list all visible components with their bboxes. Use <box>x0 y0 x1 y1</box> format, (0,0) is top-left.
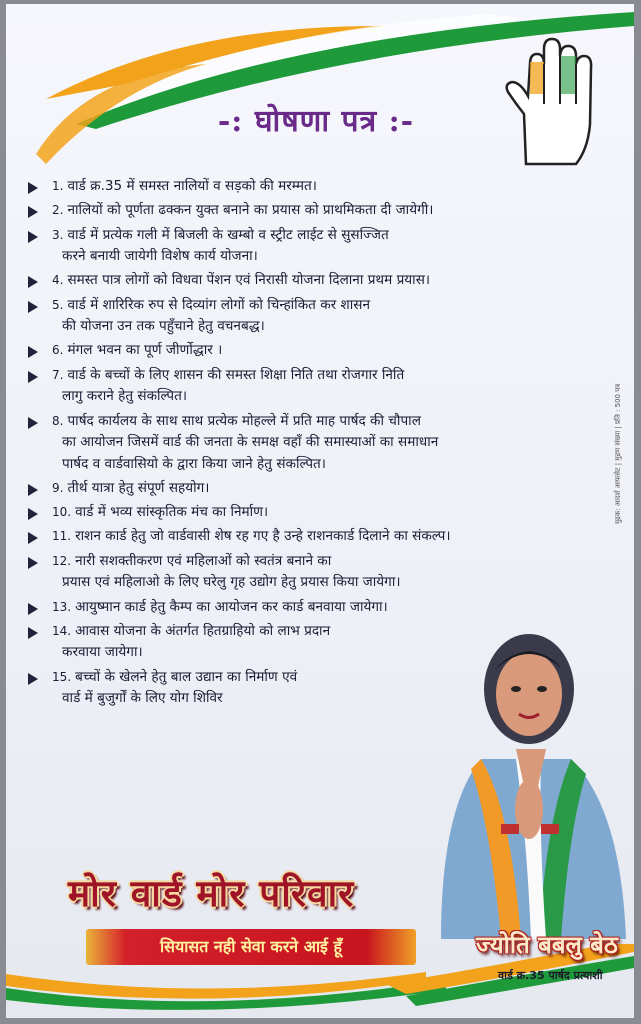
candidate-name: ज्योति बबलु बेठ <box>476 930 618 959</box>
arrow-bullet-icon <box>28 484 38 496</box>
item-number: 5. <box>52 297 64 312</box>
arrow-bullet-icon <box>28 673 38 685</box>
item-text: करवाया जायेगा। <box>62 644 143 661</box>
arrow-bullet-icon <box>28 532 38 544</box>
item-number: 14. <box>52 623 72 638</box>
item-text: लागु कराने हेतु संकल्पित। <box>62 388 187 405</box>
item-text: की योजना उन तक पहुँचाने हेतु वचनबद्ध। <box>62 318 265 335</box>
arrow-bullet-icon <box>28 206 38 218</box>
item-text: वार्ड के बच्चों के लिए शासन की समस्त शिक्षा निति तथा रोजगार निति <box>67 366 405 383</box>
arrow-bullet-icon <box>28 231 38 243</box>
list-item <box>24 365 584 408</box>
item-number: 10. <box>52 505 72 520</box>
arrow-bullet-icon <box>28 182 38 194</box>
tagline-banner <box>86 929 416 965</box>
item-text: वार्ड में बुजुर्गों के लिए योग शिविर <box>62 690 223 707</box>
arrow-bullet-icon <box>28 417 38 429</box>
list-item <box>24 551 584 594</box>
item-text: आवास योजना के अंतर्गत हितग्राहियो को लाभ प्रदान <box>75 622 331 639</box>
arrow-bullet-icon <box>28 346 38 358</box>
candidate-subtitle: वार्ड क्र.35 पार्षद प्रत्याशी <box>498 969 603 982</box>
item-text: मंगल भवन का पूर्ण जीर्णोद्धार । <box>67 342 223 359</box>
list-item <box>24 478 584 500</box>
item-number: 11. <box>52 529 72 544</box>
item-text: नारी सशक्तीकरण एवं महिलाओं को स्वतंत्र बनाने का <box>75 552 332 569</box>
list-item <box>24 200 584 222</box>
slogan: मोर वार्ड मोर परिवार <box>68 871 355 915</box>
item-number: 1. <box>52 179 64 193</box>
item-number: 3. <box>52 227 64 242</box>
item-number: 6. <box>52 343 64 358</box>
item-number: 9. <box>52 480 64 495</box>
arrow-bullet-icon <box>28 627 38 639</box>
item-text: समस्त पात्र लोगों को विधवा पेंशन एवं निरासी योजना दिलाना प्रथम प्रयास। <box>67 272 431 289</box>
item-number: 8. <box>52 413 64 428</box>
arrow-bullet-icon <box>28 603 38 615</box>
list-item <box>24 270 584 292</box>
item-text: पार्षद कार्यलय के साथ साथ प्रत्येक मोहल्ले में प्रति माह पार्षद की चौपाल <box>67 412 421 429</box>
candidate-photo <box>421 609 634 939</box>
list-item <box>24 340 584 362</box>
item-text: प्रयास एवं महिलाओ के लिए घरेलु गृह उद्योग हेतु प्रयास किया जायेगा। <box>62 574 401 591</box>
list-item <box>24 225 584 268</box>
item-number: 12. <box>52 553 72 568</box>
list-item <box>24 411 584 476</box>
manifesto-sheet <box>6 4 634 1018</box>
page-title: -: घोषणा पत्र :- <box>217 104 415 139</box>
item-text: करने बनायी जायेगी विशेष कार्य योजना। <box>62 248 258 265</box>
arrow-bullet-icon <box>28 557 38 569</box>
item-text: पार्षद व वार्डवासियो के द्वारा किया जाने हेतु संकल्पित। <box>62 455 326 472</box>
tagline-text: सियासत नही सेवा करने आई हूँ <box>160 937 342 956</box>
item-text: वार्ड क्र.35 में समस्त नालियों व सड़को की मरम्मत। <box>67 178 317 194</box>
item-number: 7. <box>52 367 64 382</box>
item-text: का आयोजन जिसमें वार्ड की जनता के समक्ष वहाँ की समास्याओं का समाधान <box>62 434 439 451</box>
list-item <box>24 295 584 338</box>
list-item <box>24 176 584 198</box>
item-text: आयुष्मान कार्ड हेतु कैम्प का आयोजन कर कार्ड बनवाया जायेगा। <box>75 598 388 615</box>
item-number: 15. <box>52 669 72 684</box>
list-item <box>24 502 584 524</box>
arrow-bullet-icon <box>28 301 38 313</box>
item-text: वार्ड में प्रत्येक गली में बिजली के खम्बो व स्ट्रीट लाईट से सुसज्जित <box>67 226 389 243</box>
item-text: तीर्थ यात्रा हेतु संपूर्ण सहयोग। <box>67 479 210 496</box>
printer-note: मुद्रक: आदर्श आफसेट | मुद्रण संख्या | प्रति : 500 पत्र <box>614 383 622 524</box>
item-text: वार्ड में शारिरिक रुप से दिव्यांग लोगों को चिन्हांकित कर शासन <box>67 296 371 313</box>
arrow-bullet-icon <box>28 276 38 288</box>
hand-symbol-icon <box>496 34 616 174</box>
item-number: 2. <box>52 203 64 218</box>
item-text: बच्चों के खेलने हेतु बाल उद्यान का निर्माण एवं <box>75 668 298 685</box>
list-item <box>24 526 584 548</box>
item-number: 13. <box>52 599 72 614</box>
item-text: वार्ड में भव्य सांस्कृतिक मंच का निर्माण। <box>75 504 269 521</box>
arrow-bullet-icon <box>28 371 38 383</box>
arrow-bullet-icon <box>28 508 38 520</box>
item-number: 4. <box>52 273 64 288</box>
item-text: नालियों को पूर्णता ढक्कन युक्त बनाने का प्रयास को प्राथमिकता दी जायेगी। <box>67 202 434 219</box>
item-text: राशन कार्ड हेतु जो वार्डवासी शेष रह गए है उन्हे राशनकार्ड दिलाने का संकल्प। <box>75 528 451 545</box>
